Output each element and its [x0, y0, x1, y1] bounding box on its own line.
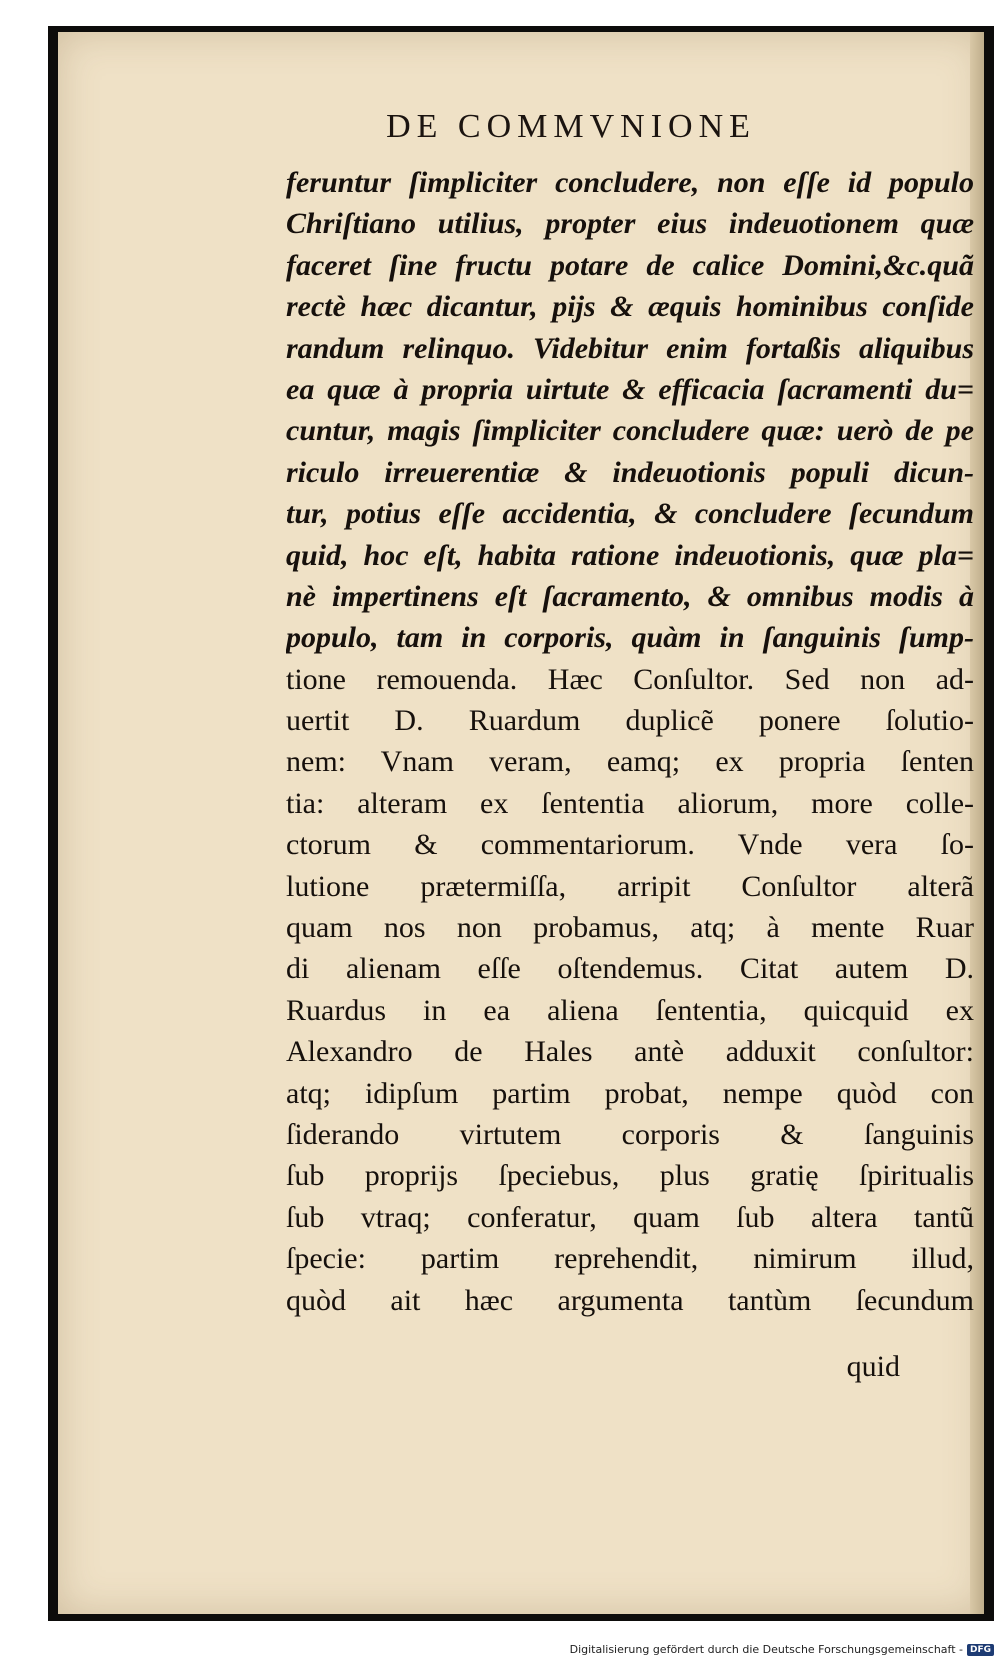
text-line: Ruardus in ea aliena ſententia, quicquid ex	[286, 993, 974, 1027]
text-line: feruntur ſimpliciter concludere, non eſſe id populo	[286, 166, 974, 199]
text-line: ſub proprijs ſpeciebus, plus gratię ſpiritualis	[286, 1159, 974, 1193]
running-header: DE COMMVNIONE	[386, 108, 756, 145]
text-line: quid, hoc eſt, habita ratione indeuotionis, quæ pla=	[286, 538, 974, 572]
text-line: tur, potius eſſe accidentia, & concludere ſecundum	[286, 497, 974, 531]
dfg-logo-icon: DFG	[967, 1644, 994, 1656]
text-line: ctorum & commentariorum. Vnde vera ſo-	[286, 828, 974, 862]
text-line: Chriſtiano utilius, propter eius indeuotionem quæ	[286, 207, 974, 241]
catchword: quid	[846, 1350, 900, 1383]
digitization-credit	[570, 1643, 994, 1656]
text-line: quòd ait hæc argumenta tantùm ſecundum	[286, 1283, 974, 1317]
text-line: ſub vtraq; conferatur, quam ſub altera tantũ	[286, 1200, 974, 1234]
text-line: riculo irreuerentiæ & indeuotionis populi dicun-	[286, 455, 974, 489]
text-line: nem: Vnam veram, eamq; ex propria ſenten	[286, 745, 974, 779]
text-line: cuntur, magis ſimpliciter concludere quæ: uerò de pe	[286, 414, 974, 448]
text-line: ſiderando virtutem corporis & ſanguinis	[286, 1117, 974, 1151]
book-page	[58, 32, 984, 1614]
text-line: atq; idipſum partim probat, nempe quòd con	[286, 1076, 974, 1110]
text-line: ea quæ à propria uirtute & efficacia ſacramenti du=	[286, 372, 974, 406]
text-line: quam nos non probamus, atq; à mente Ruar	[286, 911, 974, 945]
text-line: tione remouenda. Hæc Conſultor. Sed non ad-	[286, 662, 974, 696]
text-line: rectè hæc dicantur, pijs & æquis hominibus conſide	[286, 290, 974, 324]
text-line: faceret ſine fructu potare de calice Domini,&c.quã	[286, 248, 974, 282]
credit-text: Digitalisierung gefördert durch die Deutsche Forschungsgemeinschaft -	[569, 1643, 963, 1656]
text-line: tia: alteram ex ſententia aliorum, more colle-	[286, 786, 974, 820]
body-text	[286, 162, 974, 1321]
text-line: uertit D. Ruardum duplicẽ ponere ſolutio-	[286, 704, 974, 738]
text-line: ſpecie: partim reprehendit, nimirum illud,	[286, 1242, 974, 1276]
text-line: di alienam eſſe oſtendemus. Citat autem D.	[286, 952, 974, 986]
text-line: nè impertinens eſt ſacramento, & omnibus modis à	[286, 579, 974, 613]
text-line: lutione prætermiſſa, arripit Conſultor alterã	[286, 869, 974, 903]
text-line: Alexandro de Hales antè adduxit conſultor:	[286, 1035, 974, 1069]
text-line: randum relinquo. Videbitur enim fortaßis aliquibus	[286, 331, 974, 365]
text-line: populo, tam in corporis, quàm in ſanguinis ſump-	[286, 621, 974, 655]
